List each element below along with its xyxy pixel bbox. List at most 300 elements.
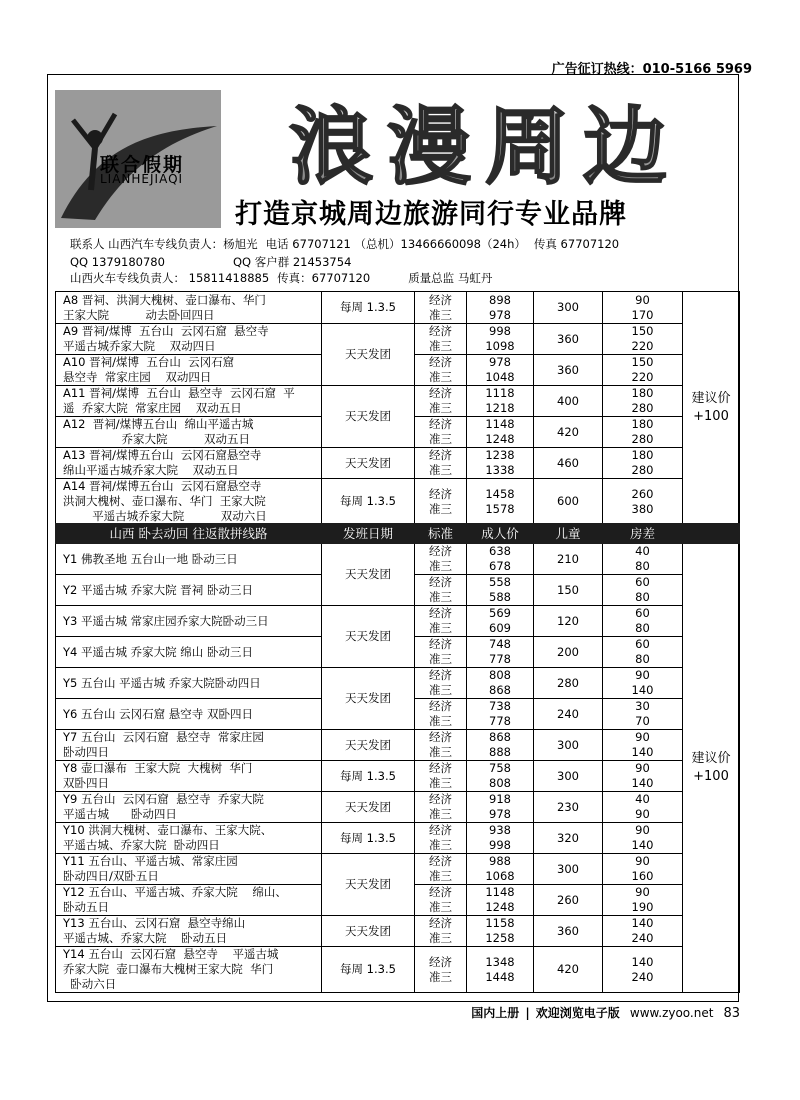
cell-line: 938 — [489, 823, 511, 837]
room-diff-cell — [603, 355, 683, 386]
cell-line: 经济 — [429, 699, 452, 713]
child-price-cell: 300 — [534, 854, 603, 885]
adult-price-cell — [467, 448, 534, 479]
cell-line: 经济 — [429, 355, 452, 369]
cell-line: 1348 — [485, 954, 515, 969]
contact-line-2: QQ 1379180780 QQ 客户群 21453754 — [70, 255, 352, 269]
cell-line: 150 — [631, 355, 654, 369]
suggested-price-note — [683, 292, 740, 525]
cell-line: 609 — [489, 621, 511, 635]
schedule-cell: 天天发团 — [322, 916, 415, 947]
std-cell — [415, 292, 467, 324]
header-room: 房差 — [603, 524, 683, 544]
cell-line: 经济 — [429, 575, 452, 589]
cell-line: 准三 — [429, 463, 452, 477]
child-price-cell: 300 — [534, 761, 603, 792]
route-cell — [56, 479, 322, 525]
table-row — [56, 916, 740, 947]
header-adult: 成人价 — [467, 524, 534, 544]
cell-line: Y13 五台山、云冈石窟 悬空寺绵山 — [63, 916, 246, 930]
std-cell — [415, 417, 467, 448]
room-diff-cell — [603, 761, 683, 792]
cell-line: 190 — [631, 900, 654, 914]
child-price-cell: 420 — [534, 947, 603, 993]
page-number: 83 — [723, 1006, 740, 1021]
adult-price-cell — [467, 417, 534, 448]
schedule-cell: 天天发团 — [322, 544, 415, 606]
cell-line: 260 — [631, 486, 654, 501]
footer-url[interactable]: www.zyoo.net — [629, 1006, 714, 1020]
cell-line: 乔家大院 双动五日 — [63, 432, 251, 446]
contact-line-1: 联系人 山西汽车专线负责人：杨旭光 电话 67707121 （总机）13466660098（24h） 传真 67707120 — [70, 237, 620, 251]
route-cell — [56, 355, 322, 386]
std-cell — [415, 916, 467, 947]
route-cell — [56, 761, 322, 792]
cell-line: 准三 — [429, 652, 452, 666]
cell-line: 868 — [489, 683, 511, 697]
route-cell — [56, 386, 322, 417]
table-row — [56, 292, 740, 324]
adult-price-cell — [467, 916, 534, 947]
cell-line: 140 — [631, 745, 654, 759]
footer-separator: | — [525, 1006, 530, 1020]
cell-line: 638 — [489, 544, 511, 558]
cell-line: 准三 — [429, 900, 452, 914]
cell-line: 准三 — [429, 370, 452, 384]
route-cell — [56, 854, 322, 885]
cell-line: 1238 — [485, 448, 515, 462]
cell-line: 748 — [489, 637, 511, 651]
cell-line: 卧动四日 — [63, 745, 109, 759]
std-cell — [415, 544, 467, 575]
cell-line: Y12 五台山、平遥古城、乔家大院 绵山、 — [63, 885, 287, 899]
cell-line: 888 — [489, 745, 511, 759]
cell-line: 准三 — [429, 776, 452, 790]
schedule-cell: 天天发团 — [322, 386, 415, 448]
cell-line: 90 — [635, 807, 650, 821]
cell-line: 558 — [489, 575, 511, 589]
cell-line: 准三 — [429, 559, 452, 573]
cell-line: 988 — [489, 854, 511, 868]
banner-title-art — [255, 98, 715, 188]
slogan: 打造京城周边旅游同行专业品牌 — [235, 199, 627, 230]
cell-line: 140 — [631, 683, 654, 697]
cell-line: 160 — [631, 869, 654, 883]
route-cell — [56, 324, 322, 355]
adult-price-cell — [467, 637, 534, 668]
std-cell — [415, 324, 467, 355]
cell-line: 准三 — [429, 501, 452, 516]
cell-line: 978 — [489, 807, 511, 821]
adult-price-cell — [467, 730, 534, 761]
cell-line: 758 — [489, 761, 511, 775]
cell-line: 经济 — [429, 885, 452, 899]
table-row — [56, 823, 740, 854]
child-price-cell: 210 — [534, 544, 603, 575]
cell-line: Y7 五台山 云冈石窟 悬空寺 常家庄园 — [63, 730, 264, 744]
cell-line: 90 — [635, 668, 650, 682]
adult-price-cell — [467, 355, 534, 386]
std-cell — [415, 355, 467, 386]
header-route: 山西 卧去动回 往返散拼线路 — [56, 524, 322, 544]
cell-line: 1578 — [485, 501, 515, 516]
child-price-cell: 260 — [534, 885, 603, 916]
banner-title: 浪漫周边 — [288, 98, 682, 188]
cell-line: 280 — [631, 463, 654, 477]
room-diff-cell — [603, 448, 683, 479]
table-row — [56, 792, 740, 823]
cell-line: 240 — [631, 969, 654, 984]
cell-line: 240 — [631, 931, 654, 945]
cell-line: 898 — [489, 292, 511, 307]
cell-line: 卧动四日/双卧五日 — [63, 869, 159, 883]
cell-line: 30 — [635, 699, 650, 713]
cell-line: 868 — [489, 730, 511, 744]
table-row — [56, 947, 740, 993]
cell-line: 220 — [631, 339, 654, 353]
suggested-price-note — [683, 544, 740, 993]
cell-line: 778 — [489, 714, 511, 728]
cell-line: 60 — [635, 575, 650, 589]
schedule-cell: 天天发团 — [322, 730, 415, 761]
table-row — [56, 854, 740, 885]
logo-text-en: LIANHEJIAQI — [100, 172, 184, 186]
cell-line: A10 晋祠/煤博 五台山 云冈石窟 — [63, 355, 235, 369]
cell-line: 80 — [635, 621, 650, 635]
adult-price-cell — [467, 854, 534, 885]
cell-line: 经济 — [429, 854, 452, 868]
std-cell — [415, 854, 467, 885]
child-price-cell: 400 — [534, 386, 603, 417]
logo-text-cn: 联合假期 — [100, 154, 185, 176]
adult-price-cell — [467, 575, 534, 606]
cell-line: 准三 — [429, 683, 452, 697]
cell-line: 准三 — [429, 339, 452, 353]
table-header — [56, 524, 740, 544]
footer-section: 国内上册 — [471, 1006, 520, 1020]
room-diff-cell — [603, 947, 683, 993]
room-diff-cell — [603, 575, 683, 606]
room-diff-cell — [603, 417, 683, 448]
std-cell — [415, 947, 467, 993]
ad-hotline: 广告征订热线：010-5166 5969 — [551, 62, 752, 77]
cell-line: 经济 — [429, 386, 452, 400]
cell-line: 准三 — [429, 307, 452, 322]
child-price-cell: 600 — [534, 479, 603, 525]
route-cell — [56, 730, 322, 761]
adult-price-cell — [467, 606, 534, 637]
cell-line: 1118 — [485, 386, 515, 400]
header-schedule: 发班日期 — [322, 524, 415, 544]
cell-line: 平遥古城、乔家大院 卧动四日 — [63, 838, 220, 852]
cell-line: 1218 — [485, 401, 515, 415]
cell-line: 1148 — [485, 417, 515, 431]
std-cell — [415, 448, 467, 479]
cell-line: 1458 — [485, 486, 515, 501]
child-price-cell: 300 — [534, 730, 603, 761]
cell-line: 经济 — [429, 606, 452, 620]
contact-line-3: 山西火车专线负责人： 15811418885 传真：67707120 质量总监 马虹丹 — [70, 271, 493, 285]
schedule-cell: 天天发团 — [322, 668, 415, 730]
cell-line: 准三 — [429, 401, 452, 415]
cell-line: 90 — [635, 885, 650, 899]
cell-line: 180 — [631, 386, 654, 400]
cell-line: 90 — [635, 854, 650, 868]
room-diff-cell — [603, 544, 683, 575]
table-row — [56, 544, 740, 575]
cell-line: 978 — [489, 307, 511, 322]
cell-line: 60 — [635, 637, 650, 651]
cell-line: 准三 — [429, 869, 452, 883]
table-row — [56, 606, 740, 637]
room-diff-cell — [603, 386, 683, 417]
adult-price-cell — [467, 885, 534, 916]
route-cell — [56, 947, 322, 993]
cell-line: A9 晋祠/煤博 五台山 云冈石窟 悬空寺 — [63, 324, 269, 338]
std-cell — [415, 575, 467, 606]
child-price-cell: 150 — [534, 575, 603, 606]
table-row — [56, 448, 740, 479]
cell-line: 140 — [631, 954, 654, 969]
cell-line: Y14 五台山 云冈石窟 悬空寺 平遥古城 — [63, 947, 279, 961]
room-diff-cell — [603, 823, 683, 854]
cell-line: 卧动六日 — [63, 977, 117, 991]
route-cell — [56, 823, 322, 854]
child-price-cell: 200 — [534, 637, 603, 668]
cell-line: 平遥古城乔家大院 双动四日 — [63, 339, 216, 353]
table-row — [56, 668, 740, 699]
table-row — [56, 730, 740, 761]
cell-line: 918 — [489, 792, 511, 806]
room-diff-cell — [603, 606, 683, 637]
room-diff-cell — [603, 668, 683, 699]
cell-line: 280 — [631, 432, 654, 446]
cell-line: 80 — [635, 559, 650, 573]
cell-line: 998 — [489, 324, 511, 338]
cell-line: A11 晋祠/煤博 五台山 悬空寺 云冈石窟 平 — [63, 386, 295, 400]
cell-line: 平遥古城乔家大院 双动六日 — [63, 509, 267, 523]
child-price-cell: 240 — [534, 699, 603, 730]
schedule-cell: 每周 1.3.5 — [322, 947, 415, 993]
std-cell — [415, 761, 467, 792]
footer-slogan: 欢迎浏览电子版 — [535, 1006, 620, 1020]
room-diff-cell — [603, 637, 683, 668]
cell-line: 150 — [631, 324, 654, 338]
route-cell: Y2 平遥古城 乔家大院 晋祠 卧动三日 — [56, 575, 322, 606]
cell-line: 140 — [631, 776, 654, 790]
cell-line: 经济 — [429, 324, 452, 338]
schedule-cell: 天天发团 — [322, 792, 415, 823]
cell-line: 经济 — [429, 668, 452, 682]
cell-line: 经济 — [429, 730, 452, 744]
schedule-cell: 每周 1.3.5 — [322, 761, 415, 792]
room-diff-cell — [603, 730, 683, 761]
cell-line: 建议价 — [691, 751, 731, 766]
adult-price-cell — [467, 292, 534, 324]
cell-line: 180 — [631, 417, 654, 431]
room-diff-cell — [603, 324, 683, 355]
cell-line: 90 — [635, 823, 650, 837]
cell-line: 1248 — [485, 900, 515, 914]
adult-price-cell — [467, 479, 534, 525]
cell-line: A14 晋祠/煤博五台山 云冈石窟悬空寺 — [63, 479, 262, 493]
header-std: 标准 — [415, 524, 467, 544]
room-diff-cell — [603, 292, 683, 324]
std-cell — [415, 479, 467, 525]
cell-line: 洪洞大槐树、壶口瀑布、华门 王家大院 — [63, 494, 266, 508]
adult-price-cell — [467, 699, 534, 730]
cell-line: 90 — [635, 730, 650, 744]
cell-line: 卧动五日 — [63, 900, 109, 914]
child-price-cell: 320 — [534, 823, 603, 854]
schedule-cell: 天天发团 — [322, 448, 415, 479]
table-row — [56, 386, 740, 417]
std-cell — [415, 823, 467, 854]
route-cell — [56, 792, 322, 823]
cell-line: A12 晋祠/煤博五台山 绵山平遥古城 — [63, 417, 254, 431]
cell-line: 悬空寺 常家庄园 双动四日 — [63, 370, 212, 384]
cell-line: 经济 — [429, 637, 452, 651]
cell-line: 准三 — [429, 931, 452, 945]
cell-line: 170 — [631, 307, 654, 322]
cell-line: 王家大院 动去卧回四日 — [63, 307, 215, 322]
std-cell — [415, 885, 467, 916]
cell-line: 1048 — [485, 370, 515, 384]
cell-line: A8 晋祠、洪洞大槐树、壶口瀑布、华门 — [63, 292, 266, 307]
child-price-cell: 460 — [534, 448, 603, 479]
cell-line: 80 — [635, 652, 650, 666]
cell-line: 1448 — [485, 969, 515, 984]
cell-line: 双卧四日 — [63, 776, 109, 790]
cell-line: 40 — [635, 544, 650, 558]
table-row — [56, 761, 740, 792]
std-cell — [415, 792, 467, 823]
cell-line: 准三 — [429, 807, 452, 821]
cell-line: Y10 洪洞大槐树、壶口瀑布、王家大院、 — [63, 823, 273, 837]
child-price-cell: 230 — [534, 792, 603, 823]
adult-price-cell — [467, 324, 534, 355]
cell-line: 40 — [635, 792, 650, 806]
route-table-y — [55, 523, 740, 993]
route-cell — [56, 885, 322, 916]
child-price-cell: 360 — [534, 916, 603, 947]
cell-line: Y8 壶口瀑布 王家大院 大槐树 华门 — [63, 761, 253, 775]
std-cell — [415, 699, 467, 730]
cell-line: 准三 — [429, 432, 452, 446]
adult-price-cell — [467, 947, 534, 993]
cell-line: 140 — [631, 838, 654, 852]
cell-line: 90 — [635, 292, 650, 307]
cell-line: 准三 — [429, 621, 452, 635]
cell-line: 准三 — [429, 590, 452, 604]
cell-line: 准三 — [429, 714, 452, 728]
route-cell — [56, 292, 322, 324]
cell-line: 经济 — [429, 544, 452, 558]
cell-line: 588 — [489, 590, 511, 604]
room-diff-cell — [603, 885, 683, 916]
cell-line: 1148 — [485, 885, 515, 899]
route-cell — [56, 916, 322, 947]
cell-line: 1258 — [485, 931, 515, 945]
cell-line: 准三 — [429, 745, 452, 759]
cell-line: A13 晋祠/煤博五台山 云冈石窟悬空寺 — [63, 448, 262, 462]
adult-price-cell — [467, 386, 534, 417]
cell-line: Y11 五台山、平遥古城、常家庄园 — [63, 854, 238, 868]
room-diff-cell — [603, 916, 683, 947]
schedule-cell: 每周 1.3.5 — [322, 479, 415, 525]
child-price-cell: 420 — [534, 417, 603, 448]
adult-price-cell — [467, 761, 534, 792]
cell-line: 90 — [635, 761, 650, 775]
cell-line: 778 — [489, 652, 511, 666]
adult-price-cell — [467, 544, 534, 575]
cell-line: 经济 — [429, 916, 452, 930]
cell-line: +100 — [693, 409, 729, 424]
cell-line: 绵山平遥古城乔家大院 双动五日 — [63, 463, 239, 477]
schedule-cell: 天天发团 — [322, 324, 415, 386]
cell-line: 70 — [635, 714, 650, 728]
std-cell — [415, 606, 467, 637]
cell-line: 乔家大院 壶口瀑布大槐树王家大院 华门 — [63, 962, 274, 976]
cell-line: 1338 — [485, 463, 515, 477]
cell-line: 1098 — [485, 339, 515, 353]
cell-line: Y9 五台山 云冈石窟 悬空寺 乔家大院 — [63, 792, 264, 806]
cell-line: 准三 — [429, 838, 452, 852]
cell-line: 经济 — [429, 486, 452, 501]
cell-line: 经济 — [429, 448, 452, 462]
route-cell: Y3 平遥古城 常家庄园乔家大院卧动三日 — [56, 606, 322, 637]
adult-price-cell — [467, 823, 534, 854]
cell-line: 经济 — [429, 792, 452, 806]
room-diff-cell — [603, 699, 683, 730]
cell-line: 经济 — [429, 761, 452, 775]
cell-line: 808 — [489, 776, 511, 790]
table-row — [56, 324, 740, 355]
cell-line: 经济 — [429, 823, 452, 837]
cell-line: 平遥古城 卧动四日 — [63, 807, 177, 821]
child-price-cell: 280 — [534, 668, 603, 699]
std-cell — [415, 668, 467, 699]
room-diff-cell — [603, 792, 683, 823]
cell-line: 1068 — [485, 869, 515, 883]
adult-price-cell — [467, 668, 534, 699]
cell-line: 经济 — [429, 417, 452, 431]
route-cell: Y1 佛教圣地 五台山一地 卧动三日 — [56, 544, 322, 575]
cell-line: 220 — [631, 370, 654, 384]
cell-line: 遥 乔家大院 常家庄园 双动五日 — [63, 401, 242, 415]
cell-line: 738 — [489, 699, 511, 713]
cell-line: 569 — [489, 606, 511, 620]
adult-price-cell — [467, 792, 534, 823]
child-price-cell: 300 — [534, 292, 603, 324]
std-cell — [415, 386, 467, 417]
schedule-cell: 每周 1.3.5 — [322, 823, 415, 854]
cell-line: 808 — [489, 668, 511, 682]
header-blank — [683, 524, 740, 544]
route-cell: Y5 五台山 平遥古城 乔家大院卧动四日 — [56, 668, 322, 699]
room-diff-cell — [603, 854, 683, 885]
cell-line: 60 — [635, 606, 650, 620]
schedule-cell: 天天发团 — [322, 854, 415, 916]
page-footer — [471, 1004, 740, 1021]
cell-line: 1248 — [485, 432, 515, 446]
std-cell — [415, 637, 467, 668]
cell-line: 平遥古城、乔家大院 卧动五日 — [63, 931, 228, 945]
cell-line: 80 — [635, 590, 650, 604]
route-cell: Y6 五台山 云冈石窟 悬空寺 双卧四日 — [56, 699, 322, 730]
route-cell — [56, 448, 322, 479]
cell-line: 1158 — [485, 916, 515, 930]
